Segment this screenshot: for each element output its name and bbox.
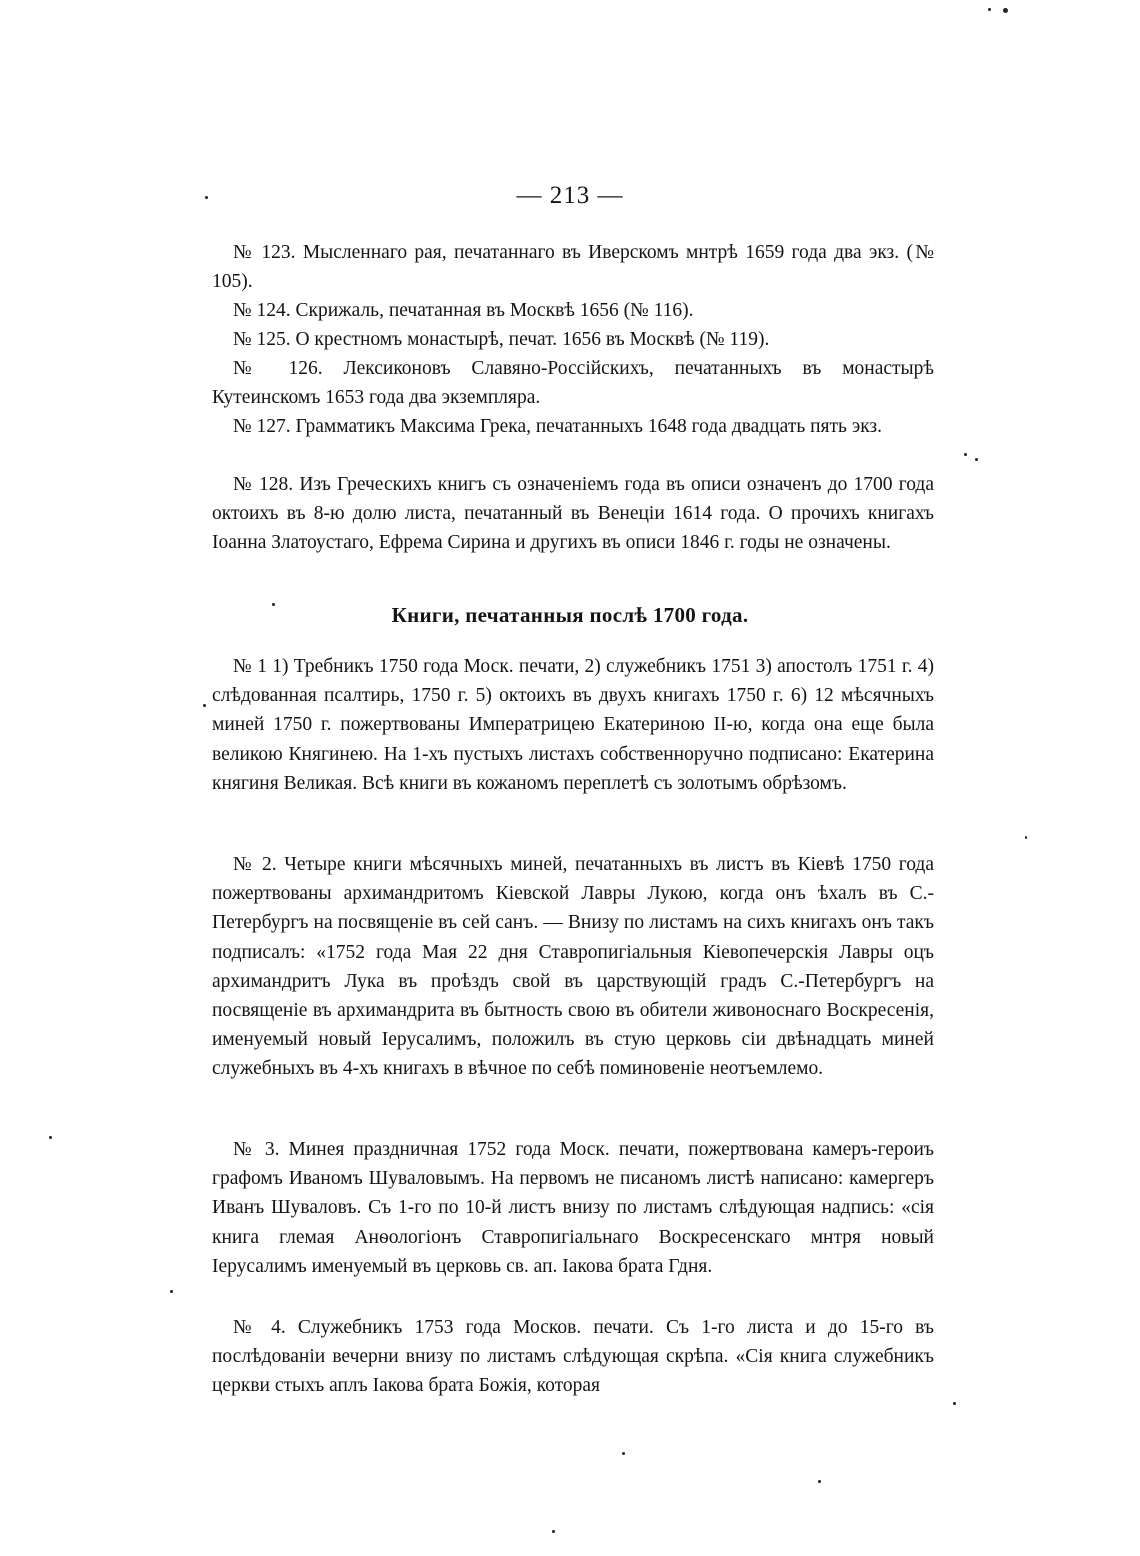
entry-123: № 123. Мысленнаго рая, печатаннаго въ Иверскомъ мнтрѣ 1659 года два экз. (№ 105).: [212, 242, 934, 293]
entry-126: № 126. Лексиконовъ Славяно-Россійскихъ, печатанныхъ въ монастырѣ Кутеинскомъ 1653 года два экземпляра.: [212, 358, 934, 409]
scan-speck: [205, 196, 208, 199]
scan-speck: [964, 453, 967, 456]
section-heading: Книги, печатанныя послѣ 1700 года.: [391, 603, 749, 627]
scan-speck: [49, 1136, 52, 1139]
entry-128: № 128. Изъ Греческихъ книгъ съ означеніемъ года въ описи означенъ до 1700 года октоихъ въ 8-ю долю листа, печатанный въ Венеціи 1614 года. О прочихъ книгахъ Іоанна Златоустаго, Ефрема Сирина и другихъ въ описи 1846 г. годы не означены.: [212, 474, 934, 554]
entry-125: № 125. О крестномъ монастырѣ, печат. 1656 въ Москвѣ (№ 119).: [233, 329, 770, 350]
entry-127: № 127. Грамматикъ Максима Грека, печатанныхъ 1648 года двадцать пять экз.: [233, 416, 882, 437]
scan-speck: [953, 1402, 956, 1405]
entry-124: № 124. Скрижаль, печатанная въ Москвѣ 1656 (№ 116).: [233, 300, 694, 321]
scan-speck: [203, 704, 206, 707]
entry-post-4: № 4. Служебникъ 1753 года Москов. печати. Съ 1-го листа и до 15-го въ послѣдованіи вечерни внизу по листамъ слѣдующая скрѣпа. «Сія книга служебникъ церкви стыхъ аплъ Іакова брата Божія, которая: [212, 1317, 934, 1397]
entry-post-3: № 3. Минея праздничная 1752 года Моск. печати, пожертвована камеръ-героиъ графомъ Иваномъ Шуваловымъ. На первомъ не писаномъ листѣ написано: камергеръ Иванъ Шуваловъ. Съ 1-го по 10-й листъ внизу по листамъ слѣдующая надпись: «сія книга глемая Анѳологіонъ Ставропигіальнаго Воскресенскаго мнтря новый Іерусалимъ именуемый въ церковь св. ап. Іакова брата Гдня.: [212, 1139, 934, 1277]
scan-speck: [622, 1452, 625, 1455]
entry-post-2: № 2. Четыре книги мѣсячныхъ миней, печатанныхъ въ листъ въ Кіевѣ 1750 года пожертвованы архимандритомъ Кіевской Лавры Лукою, когда онъ ѣхалъ въ С.-Петербургъ на посвященіе въ сей санъ. — Внизу по листамъ на сихъ книгахъ онъ такъ подписалъ: «1752 года Мая 22 дня Ставропигіальныя Кіевопечерскія Лавры оцъ архимандритъ Лука въ проѣздъ свой въ царствующій градъ С.-Петербургъ на посвященіе въ архимандрита въ бытность свою въ обители живоноснаго Воскресенія, именуемый новый Іерусалимъ, положилъ въ стую церковь сіи двѣнадцать миней служебныхъ въ 4-хъ книгахъ в вѣчное по себѣ поминовеніе неотъемлемо.: [212, 854, 934, 1080]
scan-speck: [170, 1290, 173, 1293]
scan-speck: [975, 458, 978, 461]
scan-speck: [272, 603, 275, 606]
scan-speck: [988, 8, 991, 11]
scan-speck: [1003, 8, 1008, 13]
scan-speck: [552, 1530, 555, 1533]
scan-speck: [818, 1480, 821, 1483]
scan-speck: [1025, 836, 1027, 839]
entry-post-1: № 1 1) Требникъ 1750 года Моск. печати, 2) служебникъ 1751 3) апостолъ 1751 г. 4) слѣдованная псалтирь, 1750 г. 5) октоихъ въ двухъ книгахъ 1750 г. 6) 12 мѣсячныхъ миней 1750 г. пожертвованы Императрицею Екатериною II-ю, когда она еще была великою Княгинею. На 1-хъ пустыхъ листахъ собственноручно подписано: Екатерина княгиня Великая. Всѣ книги въ кожаномъ переплетѣ съ золотымъ обрѣзомъ.: [212, 656, 934, 794]
page-number: — 213 —: [516, 182, 624, 209]
